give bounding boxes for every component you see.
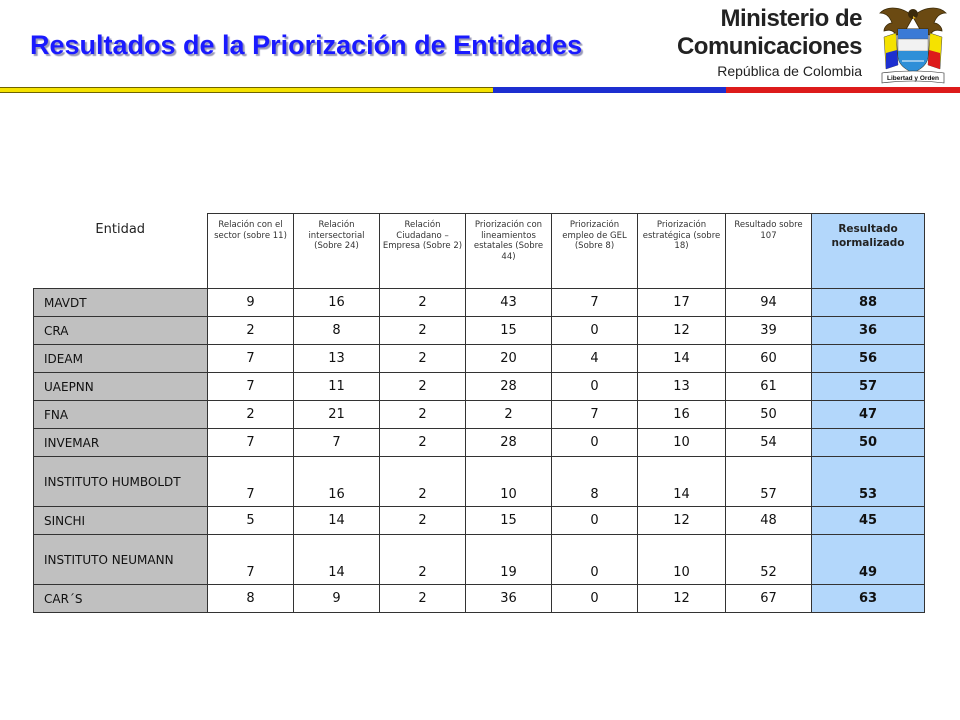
score-cell: 9 xyxy=(294,585,380,613)
table-row xyxy=(34,289,925,317)
normalized-score-cell: 36 xyxy=(812,317,925,345)
colombia-coat-of-arms-icon xyxy=(876,3,950,89)
band-red xyxy=(726,87,960,93)
score-cell: 2 xyxy=(380,345,466,373)
score-cell: 61 xyxy=(726,373,812,401)
score-cell: 28 xyxy=(466,429,552,457)
entity-name-cell: CAR´S xyxy=(34,585,208,613)
normalized-score-cell: 57 xyxy=(812,373,925,401)
entity-name-cell: UAEPNN xyxy=(34,373,208,401)
score-cell: 16 xyxy=(638,401,726,429)
score-cell: 14 xyxy=(638,345,726,373)
table-row xyxy=(34,317,925,345)
score-cell: 15 xyxy=(466,507,552,535)
score-cell: 2 xyxy=(380,535,466,585)
ministry-line-2: Comunicaciones xyxy=(676,33,862,60)
entity-name-cell: IDEAM xyxy=(34,345,208,373)
score-cell: 7 xyxy=(208,373,294,401)
score-cell: 8 xyxy=(552,457,638,507)
score-cell: 20 xyxy=(466,345,552,373)
score-cell: 14 xyxy=(294,535,380,585)
table-row xyxy=(34,535,925,585)
ministry-logo-text xyxy=(677,5,862,81)
score-cell: 8 xyxy=(294,317,380,345)
band-yellow xyxy=(0,87,493,93)
score-cell: 12 xyxy=(638,585,726,613)
score-cell: 7 xyxy=(552,401,638,429)
ministry-line-3: República de Colombia xyxy=(717,63,862,79)
column-header-relacion-sector: Relación con el sector (sobre 11) xyxy=(208,214,294,289)
normalized-score-cell: 45 xyxy=(812,507,925,535)
column-header-resultado-normalizado: Resultado normalizado xyxy=(812,214,925,289)
score-cell: 67 xyxy=(726,585,812,613)
score-cell: 2 xyxy=(380,429,466,457)
column-header-resultado-107: Resultado sobre 107 xyxy=(726,214,812,289)
normalized-score-cell: 88 xyxy=(812,289,925,317)
score-cell: 10 xyxy=(466,457,552,507)
score-cell: 14 xyxy=(638,457,726,507)
score-cell: 2 xyxy=(380,457,466,507)
score-cell: 16 xyxy=(294,289,380,317)
score-cell: 7 xyxy=(552,289,638,317)
score-cell: 12 xyxy=(638,507,726,535)
score-cell: 48 xyxy=(726,507,812,535)
score-cell: 0 xyxy=(552,585,638,613)
score-cell: 7 xyxy=(208,429,294,457)
score-cell: 60 xyxy=(726,345,812,373)
score-cell: 13 xyxy=(638,373,726,401)
score-cell: 5 xyxy=(208,507,294,535)
flag-color-band xyxy=(0,87,960,93)
score-cell: 7 xyxy=(208,457,294,507)
score-cell: 54 xyxy=(726,429,812,457)
score-cell: 10 xyxy=(638,535,726,585)
score-cell: 43 xyxy=(466,289,552,317)
score-cell: 57 xyxy=(726,457,812,507)
entity-name-cell: SINCHI xyxy=(34,507,208,535)
score-cell: 21 xyxy=(294,401,380,429)
score-cell: 2 xyxy=(380,507,466,535)
entity-name-cell: INSTITUTO NEUMANN xyxy=(34,535,208,585)
table-row xyxy=(34,345,925,373)
score-cell: 2 xyxy=(466,401,552,429)
entity-name-cell: INSTITUTO HUMBOLDT xyxy=(34,457,208,507)
column-header-priorizacion-estrategica: Priorización estratégica (sobre 18) xyxy=(638,214,726,289)
normalized-score-cell: 50 xyxy=(812,429,925,457)
score-cell: 10 xyxy=(638,429,726,457)
table-row xyxy=(34,585,925,613)
normalized-score-cell: 49 xyxy=(812,535,925,585)
score-cell: 52 xyxy=(726,535,812,585)
table-row xyxy=(34,457,925,507)
normalized-score-cell: 47 xyxy=(812,401,925,429)
score-cell: 7 xyxy=(208,345,294,373)
score-cell: 2 xyxy=(380,401,466,429)
score-cell: 0 xyxy=(552,317,638,345)
score-cell: 39 xyxy=(726,317,812,345)
normalized-score-cell: 53 xyxy=(812,457,925,507)
score-cell: 8 xyxy=(208,585,294,613)
normalized-score-cell: 63 xyxy=(812,585,925,613)
score-cell: 9 xyxy=(208,289,294,317)
score-cell: 15 xyxy=(466,317,552,345)
column-header-empleo-gel: Priorización empleo de GEL (Sobre 8) xyxy=(552,214,638,289)
entity-name-cell: MAVDT xyxy=(34,289,208,317)
table-row xyxy=(34,429,925,457)
normalized-score-cell: 56 xyxy=(812,345,925,373)
score-cell: 14 xyxy=(294,507,380,535)
priorization-table xyxy=(33,213,925,613)
score-cell: 0 xyxy=(552,507,638,535)
entity-name-cell: CRA xyxy=(34,317,208,345)
score-cell: 13 xyxy=(294,345,380,373)
score-cell: 2 xyxy=(380,317,466,345)
table-header-row xyxy=(34,214,925,289)
score-cell: 19 xyxy=(466,535,552,585)
table-row xyxy=(34,401,925,429)
table-row xyxy=(34,373,925,401)
score-cell: 12 xyxy=(638,317,726,345)
seal-motto: Libertad y Orden xyxy=(886,75,940,82)
entity-name-cell: FNA xyxy=(34,401,208,429)
column-header-entidad: Entidad xyxy=(95,221,146,237)
score-cell: 0 xyxy=(552,429,638,457)
score-cell: 2 xyxy=(208,317,294,345)
column-header-relacion-ciudadano-empresa: Relación Ciudadano – Empresa (Sobre 2) xyxy=(380,214,466,289)
score-cell: 0 xyxy=(552,373,638,401)
score-cell: 2 xyxy=(380,373,466,401)
score-cell: 11 xyxy=(294,373,380,401)
entity-name-cell: INVEMAR xyxy=(34,429,208,457)
column-header-lineamientos-estatales: Priorización con lineamientos estatales (Sobre 44) xyxy=(466,214,552,289)
score-cell: 7 xyxy=(208,535,294,585)
score-cell: 2 xyxy=(208,401,294,429)
score-cell: 7 xyxy=(294,429,380,457)
score-cell: 2 xyxy=(380,585,466,613)
score-cell: 2 xyxy=(380,289,466,317)
table-row xyxy=(34,507,925,535)
score-cell: 36 xyxy=(466,585,552,613)
score-cell: 16 xyxy=(294,457,380,507)
page-title: Resultados de la Priorización de Entidades xyxy=(30,30,583,60)
column-header-relacion-intersectorial: Relación intersectorial (Sobre 24) xyxy=(294,214,380,289)
band-blue xyxy=(493,87,726,93)
score-cell: 28 xyxy=(466,373,552,401)
ministry-line-1: Ministerio de xyxy=(720,5,862,32)
score-cell: 0 xyxy=(552,535,638,585)
score-cell: 50 xyxy=(726,401,812,429)
score-cell: 17 xyxy=(638,289,726,317)
score-cell: 4 xyxy=(552,345,638,373)
score-cell: 94 xyxy=(726,289,812,317)
